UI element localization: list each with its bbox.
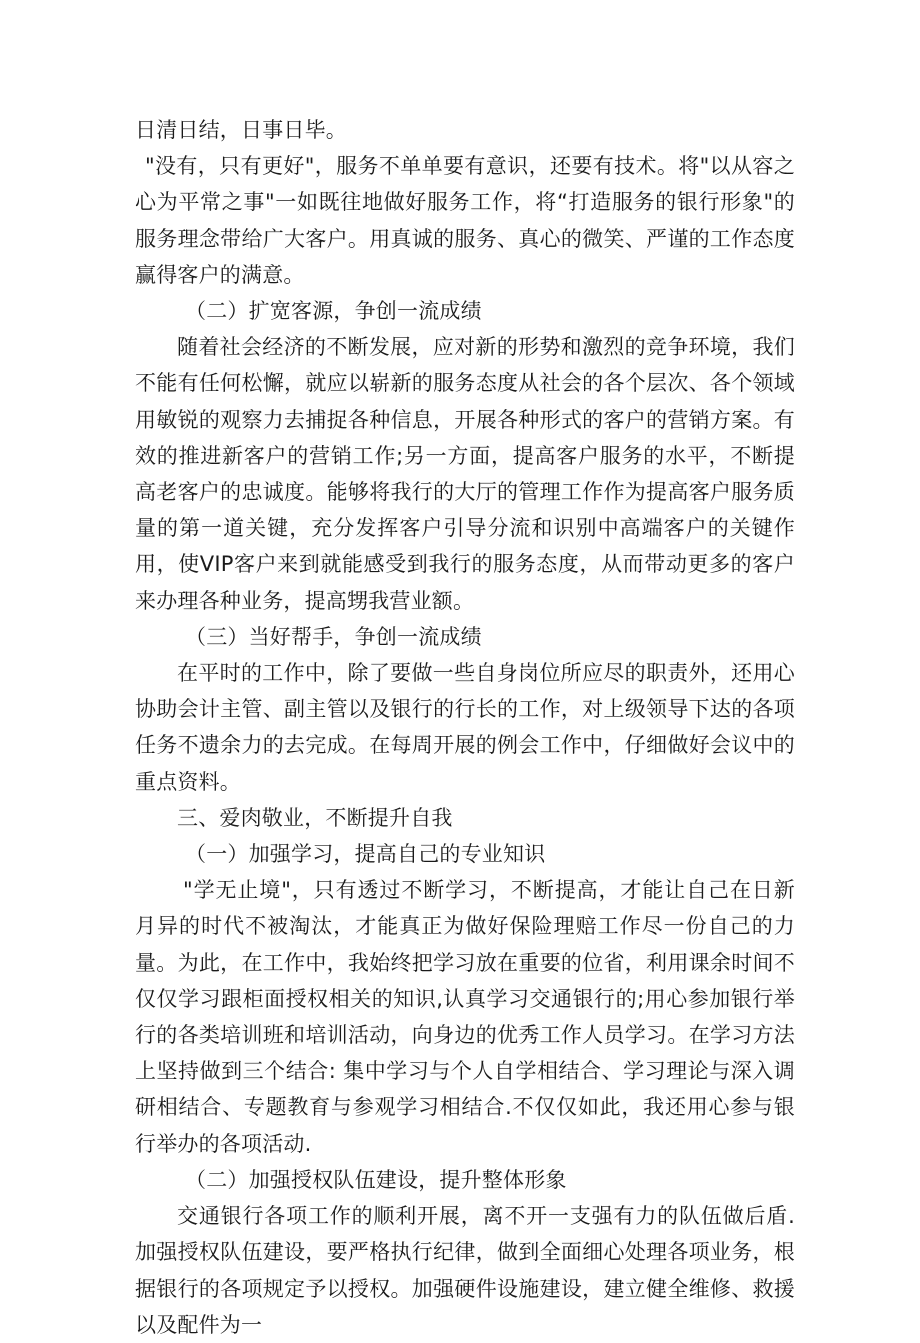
subheading-expand-customers: （二）扩宽客源，争创一流成绩	[185, 299, 482, 324]
paragraph-good-helper: 在平时的工作中，除了要做一些自身岗位所应尽的职责外，还用心协助会计主管、副主管以及银行的行长的工作，对上级领导下达的各项任务不遗余力的去完成。在每周开展的例会工作中，仔细做好会议中的重点资料。	[135, 661, 795, 794]
paragraph-strengthen-learning: "学无止境"，只有透过不断学习，不断提高，才能让自己在日新月异的时代不被淘汰，才能真正为做好保险理赔工作尽一份自己的力量。为此，在工作中，我始终把学习放在重要的位省，利用课余时间不仅仅学习跟柜面授权相关的知识,认真学习交通银行的;用心参加银行举行的各类培训班和培训活动，向身边的优秀工作人员学习。在学习方法上坚持做到三个结合: 集中学习与个人自学相结合、学习理论与深入调研相结合、专题教育与参观学习相结合.不仅仅如此，我还用心参与银行举办的各项活动.	[135, 878, 795, 1156]
document-body	[135, 112, 795, 1343]
paragraph-service-quality: "没有，只有更好"，服务不单单要有意识，还要有技术。将"以从容之心为平常之事"一如既往地做好服务工作，将“打造服务的银行形象"的服务理念带给广大客户。用真诚的服务、真心的微笑、严谨的工作态度赢得客户的满意。	[135, 154, 795, 287]
subheading-strengthen-learning: （一）加强学习，提高自己的专业知识	[185, 842, 546, 867]
subheading-good-helper: （三）当好帮手，争创一流成绩	[185, 624, 482, 649]
paragraph-expand-customers: 随着社会经济的不断发展，应对新的形势和激烈的竞争环境，我们不能有任何松懈，就应以崭新的服务态度从社会的各个层次、各个领域用敏锐的观察力去捕捉各种信息，开展各种形式的客户的营销方案。有效的推进新客户的营销工作;另一方面，提高客户服务的水平，不断提高老客户的忠诚度。能够将我行的大厅的管理工作作为提高客户服务质量的第一道关键，充分发挥客户引导分流和识别中高端客户的关键作用，使VIP客户来到就能感受到我行的服务态度，从而带动更多的客户来办理各种业务，提高甥我营业额。	[135, 335, 795, 613]
subheading-team-building: （二）加强授权队伍建设，提升整体形象	[185, 1167, 567, 1192]
paragraph-team-building: 交通银行各项工作的顺利开展，离不开一支强有力的队伍做后盾.加强授权队伍建设，要严格执行纪律，做到全面细心处理各项业务，根据银行的各项规定予以授权。加强硬件设施建设，建立健全维修、救援以及配件为一	[135, 1204, 795, 1337]
section-heading-dedication: 三、爱肉敬业，不断提升自我	[177, 805, 453, 830]
paragraph-continuation: 日清日结，日事日毕。	[135, 118, 347, 142]
